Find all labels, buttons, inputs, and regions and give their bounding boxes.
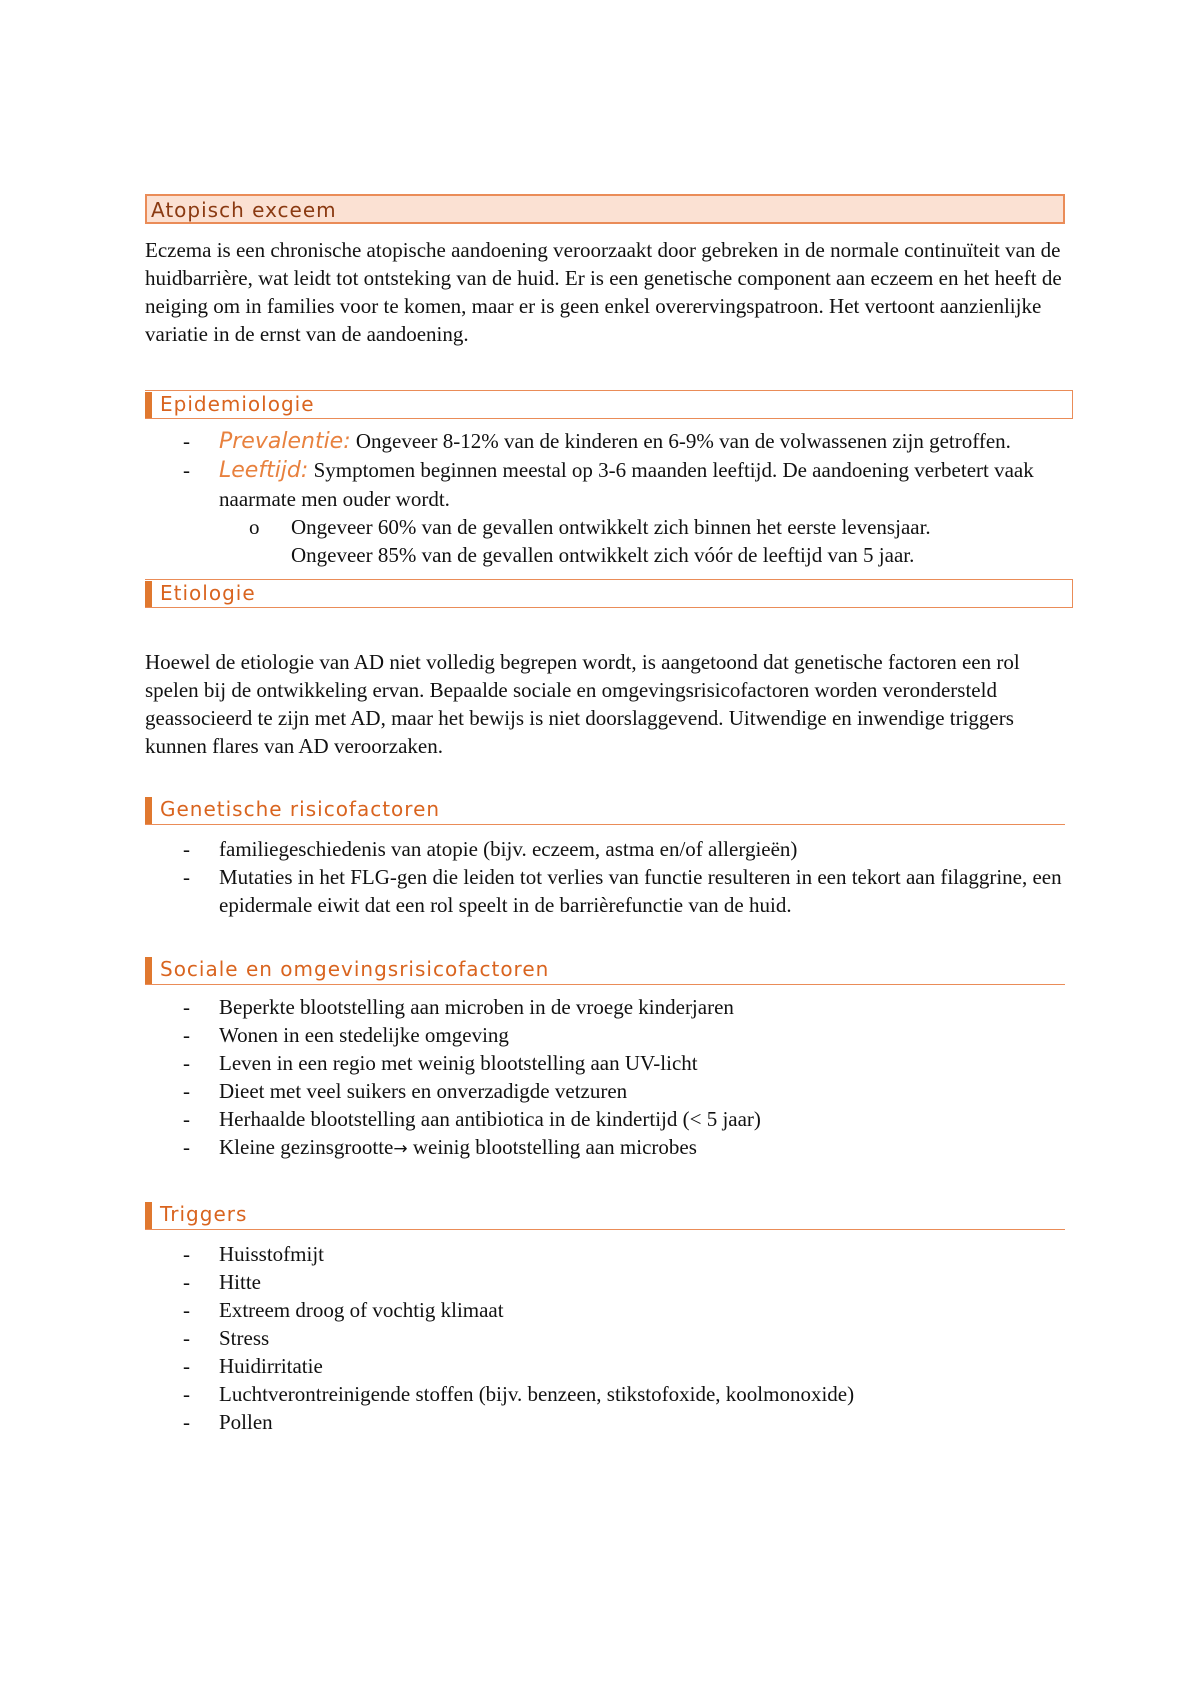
list-item	[145, 1408, 1065, 1436]
bullet-dash: -	[183, 865, 190, 889]
list-item	[145, 1296, 1065, 1324]
bullet-dash: -	[183, 458, 190, 482]
sub-list-item	[145, 513, 1065, 569]
item-text: Symptomen beginnen meestal op 3-6 maanden leeftijd. De aandoening verbetert vaak naarmate men ouder wordt.	[219, 458, 1034, 511]
heading-text: Epidemiologie	[160, 392, 315, 416]
item-text: Ongeveer 85% van de gevallen ontwikkelt zich vóór de leeftijd van 5 jaar.	[291, 543, 915, 567]
item-text: Luchtverontreinigende stoffen (bijv. benzeen, stikstofoxide, koolmonoxide)	[219, 1382, 855, 1406]
list-item	[145, 1049, 1065, 1077]
heading-text: Genetische risicofactoren	[160, 797, 441, 821]
item-text: Huidirritatie	[219, 1354, 323, 1378]
section-heading-etiologie	[145, 579, 1073, 608]
term-label: Leeftijd:	[219, 458, 309, 483]
epidemiologie-list	[145, 427, 1065, 569]
etiologie-paragraph: Hoewel de etiologie van AD niet volledig begrepen wordt, is aangetoond dat genetische factoren een rol spelen bij de ontwikkeling ervan. Bepaalde sociale en omgevingsrisicofactoren worden verondersteld geassocieerd te zijn met AD, maar het bewijs is niet doorslaggevend. Uitwendige en inwendige triggers kunnen flares van AD veroorzaken.	[145, 650, 1020, 758]
bullet-dash: -	[183, 1107, 190, 1131]
triggers-list	[145, 1240, 1065, 1436]
item-text: Mutaties in het FLG-gen die leiden tot verlies van functie resulteren in een tekort aan filaggrine, een epidermale eiwit dat een rol speelt in de barrièrefunctie van de huid.	[219, 865, 1062, 917]
section-heading-sociaal	[145, 956, 1065, 985]
section-heading-triggers	[145, 1201, 1065, 1230]
list-item	[145, 1021, 1065, 1049]
item-text: Huisstofmijt	[219, 1242, 325, 1266]
item-text: Dieet met veel suikers en onverzadigde vetzuren	[219, 1079, 628, 1103]
item-text: Wonen in een stedelijke omgeving	[219, 1023, 509, 1047]
list-item	[145, 1105, 1065, 1133]
bullet-dash: -	[183, 1382, 190, 1406]
item-text: Beperkte blootstelling aan microben in de vroege kinderjaren	[219, 995, 734, 1019]
bullet-dash: -	[183, 1079, 190, 1103]
document-title: Atopisch exceem	[145, 194, 1065, 224]
heading-text: Sociale en omgevingsrisicofactoren	[160, 957, 550, 981]
heading-accent-bar	[145, 797, 152, 824]
item-text: Hitte	[219, 1270, 261, 1294]
item-text: Leven in een regio met weinig blootstelling aan UV-licht	[219, 1051, 698, 1075]
list-item	[145, 863, 1065, 919]
bullet-dash: -	[183, 1326, 190, 1350]
list-item	[145, 1240, 1065, 1268]
sociaal-list	[145, 993, 1065, 1163]
item-text: Stress	[219, 1326, 270, 1350]
bullet-dash: -	[183, 1298, 190, 1322]
bullet-dash: -	[183, 1242, 190, 1266]
bullet-dash: -	[183, 1354, 190, 1378]
list-item	[145, 1077, 1065, 1105]
bullet-dash: -	[183, 1051, 190, 1075]
bullet-dash: -	[183, 1270, 190, 1294]
list-item	[145, 1133, 1065, 1163]
item-text: Herhaalde blootstelling aan antibiotica in de kindertijd (< 5 jaar)	[219, 1107, 761, 1131]
genetisch-list	[145, 835, 1065, 919]
list-item	[145, 835, 1065, 863]
list-item	[145, 1352, 1065, 1380]
item-text: familiegeschiedenis van atopie (bijv. eczeem, astma en/of allergieën)	[219, 837, 798, 861]
bullet-dash: -	[183, 837, 190, 861]
heading-accent-bar	[145, 581, 152, 607]
item-text: Ongeveer 8-12% van de kinderen en 6-9% van de volwassenen zijn getroffen.	[355, 429, 1011, 453]
list-item	[145, 427, 1065, 456]
list-item	[145, 993, 1065, 1021]
heading-text: Triggers	[160, 1202, 248, 1226]
heading-text: Etiologie	[160, 581, 256, 605]
heading-accent-bar	[145, 392, 152, 418]
list-item	[145, 456, 1065, 569]
list-item	[145, 1268, 1065, 1296]
sub-list	[145, 513, 1065, 569]
bullet-dash: -	[183, 1023, 190, 1047]
bullet-dash: -	[183, 995, 190, 1019]
bullet-dash: -	[183, 1410, 190, 1434]
heading-accent-bar	[145, 1202, 152, 1229]
list-item	[145, 1324, 1065, 1352]
item-text: Ongeveer 60% van de gevallen ontwikkelt zich binnen het eerste levensjaar.	[291, 515, 931, 539]
item-text: weinig blootstelling aan microbes	[407, 1135, 697, 1159]
arrow-right-icon: →	[393, 1139, 408, 1159]
bullet-dash: -	[183, 1135, 190, 1159]
list-item	[145, 1380, 1065, 1408]
bullet-circle: o	[249, 515, 260, 539]
document-page	[145, 194, 1065, 1436]
bullet-dash: -	[183, 429, 190, 453]
intro-paragraph: Eczema is een chronische atopische aandoening veroorzaakt door gebreken in de normale continuïteit van de huidbarrière, wat leidt tot ontsteking van de huid. Er is een genetische component aan eczeem en het heeft de neiging om in families voor te komen, maar er is geen enkel overervingspatroon. Het vertoont aanzienlijke variatie in de ernst van de aandoening.	[145, 238, 1062, 346]
item-text: Pollen	[219, 1410, 273, 1434]
item-text: Extreem droog of vochtig klimaat	[219, 1298, 504, 1322]
section-heading-epidemiologie	[145, 390, 1073, 419]
section-heading-genetisch	[145, 796, 1065, 825]
heading-accent-bar	[145, 957, 152, 984]
item-text: Kleine gezinsgrootte	[219, 1135, 394, 1159]
term-label: Prevalentie:	[219, 429, 351, 454]
